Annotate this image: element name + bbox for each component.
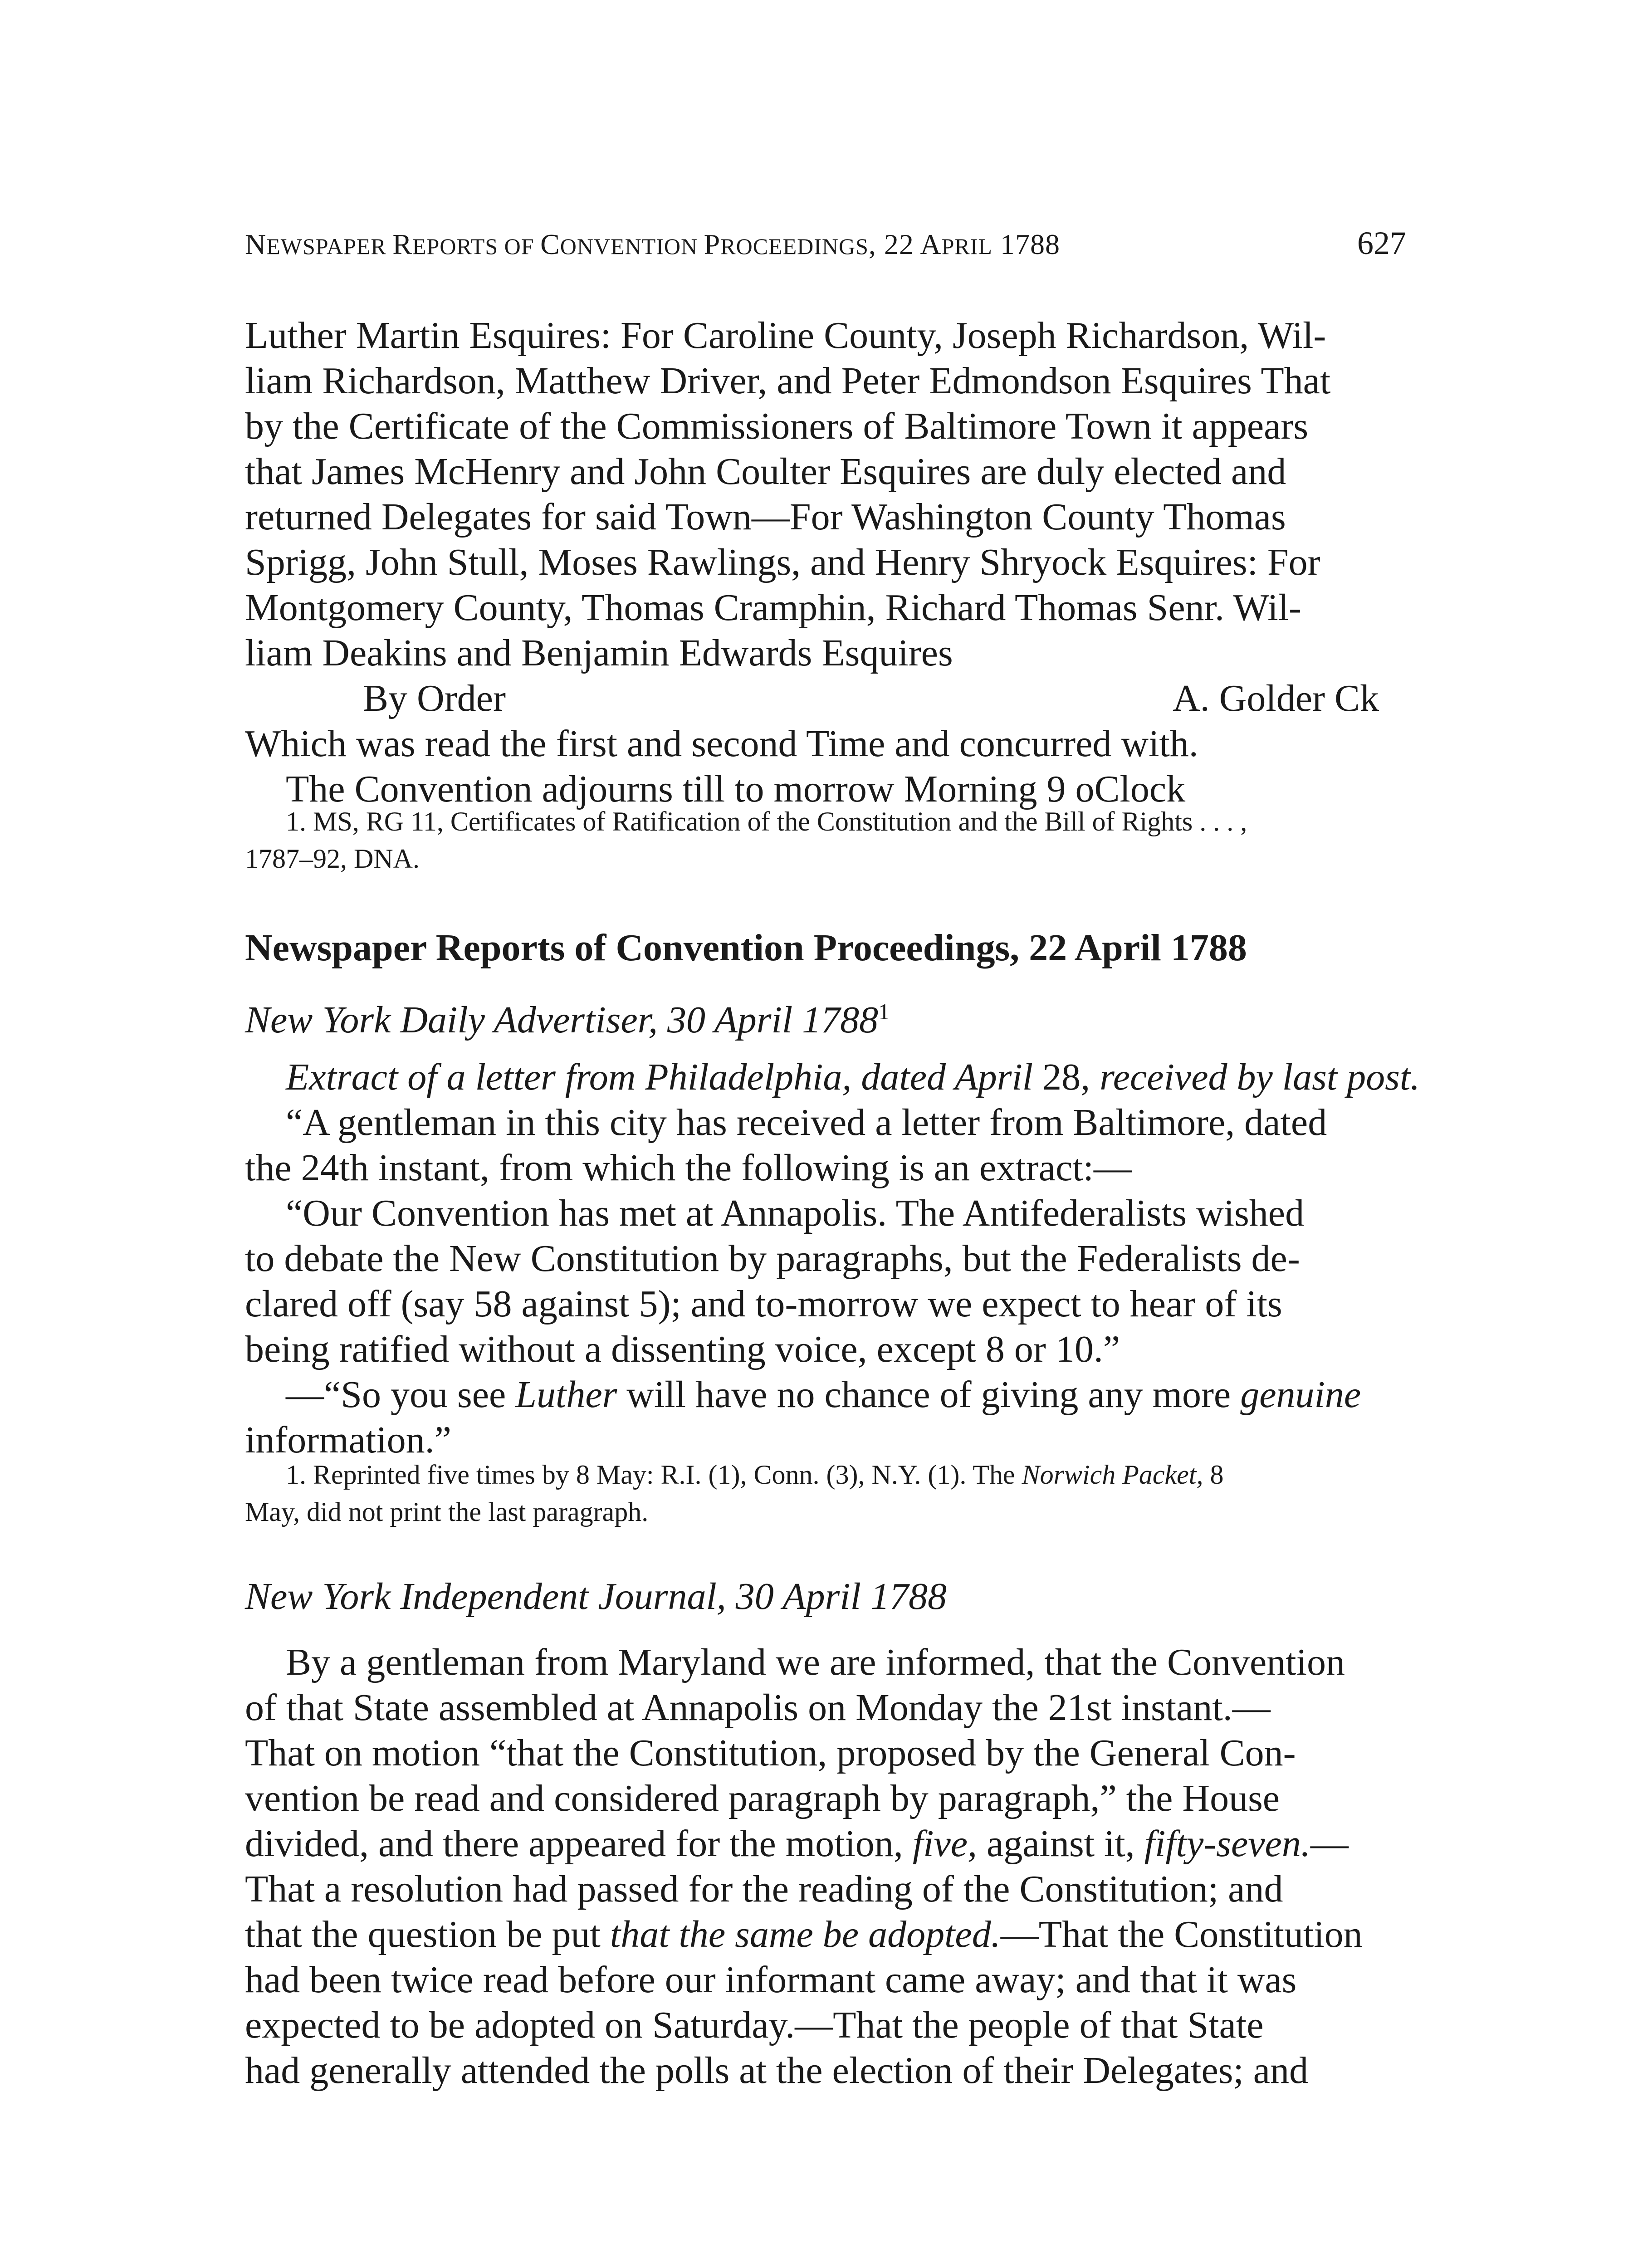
section-title: Newspaper Reports of Convention Proceedings, 22 April 1788 bbox=[245, 927, 1247, 969]
text-line: —“So you see Luther will have no chance of giving any more genuine bbox=[286, 1374, 1361, 1416]
footnote bbox=[245, 803, 1406, 877]
page-number: 627 bbox=[1357, 225, 1406, 261]
text-line: Sprigg, John Stull, Moses Rawlings, and Henry Shryock Esquires: For bbox=[245, 541, 1320, 583]
text-line: That on motion “that the Constitution, proposed by the General Con- bbox=[245, 1732, 1296, 1774]
source-heading: New York Independent Journal, 30 April 1788 bbox=[245, 1575, 947, 1618]
by-order: By Order bbox=[363, 677, 506, 719]
text-line: Which was read the first and second Time and concurred with. bbox=[245, 723, 1198, 765]
text-line: expected to be adopted on Saturday.—That the people of that State bbox=[245, 2004, 1264, 2046]
text-line: that the question be put that the same be adopted.—That the Constitution bbox=[245, 1913, 1363, 1955]
footnote-line: May, did not print the last paragraph. bbox=[245, 1497, 649, 1527]
text-line: By a gentleman from Maryland we are informed, that the Convention bbox=[286, 1641, 1345, 1683]
text-line: had generally attended the polls at the election of their Delegates; and bbox=[245, 2049, 1309, 2092]
text-line: information.” bbox=[245, 1419, 451, 1461]
text-line: Luther Martin Esquires: For Caroline County, Joseph Richardson, Wil- bbox=[245, 314, 1326, 357]
text-line: the 24th instant, from which the following is an extract:— bbox=[245, 1147, 1132, 1189]
text-line: divided, and there appeared for the motion, five, against it, fifty-seven.— bbox=[245, 1823, 1349, 1865]
source-heading: New York Daily Advertiser, 30 April 1788$^1$ bbox=[245, 999, 890, 1041]
text-line: vention be read and considered paragraph by paragraph,” the House bbox=[245, 1777, 1280, 1819]
running-header bbox=[245, 225, 1406, 262]
text-line: Montgomery County, Thomas Cramphin, Richard Thomas Senr. Wil- bbox=[245, 587, 1301, 629]
text-line: to debate the New Constitution by paragraphs, but the Federalists de- bbox=[245, 1237, 1300, 1280]
text-line: returned Delegates for said Town—For Washington County Thomas bbox=[245, 496, 1286, 538]
footnote-line: 1. Reprinted five times by 8 May: R.I. (1), Conn. (3), N.Y. (1). The Norwich Packet, 8 bbox=[286, 1460, 1224, 1490]
text-line: That a resolution had passed for the reading of the Constitution; and bbox=[245, 1868, 1283, 1910]
text-line: had been twice read before our informant came away; and that it was bbox=[245, 1959, 1297, 2001]
signature-line bbox=[245, 676, 1406, 721]
advertiser-extract bbox=[245, 1055, 1420, 1463]
text-line: clared off (say 58 against 5); and to-morrow we expect to hear of its bbox=[245, 1283, 1282, 1325]
text-line: that James McHenry and John Coulter Esquires are duly elected and bbox=[245, 450, 1286, 493]
footnote-line: 1. MS, RG 11, Certificates of Ratification of the Constitution and the Bill of Rights . . . , bbox=[286, 807, 1247, 836]
text-line: of that State assembled at Annapolis on Monday the 21st instant.— bbox=[245, 1686, 1271, 1729]
running-header-title: NEWSPAPER REPORTS OF CONVENTION PROCEEDINGS, 22 APRIL 1788 bbox=[245, 228, 1060, 260]
footnote-ref: 1 bbox=[878, 999, 890, 1024]
extract-heading: Extract of a letter from Philadelphia, dated April 28, received by last post. bbox=[286, 1056, 1420, 1098]
journal-report bbox=[245, 1640, 1406, 2093]
footnote bbox=[245, 1456, 1406, 1530]
text-line: liam Deakins and Benjamin Edwards Esquires bbox=[245, 632, 953, 674]
certificate-paragraph bbox=[245, 313, 1406, 812]
text-line: by the Certificate of the Commissioners of Baltimore Town it appears bbox=[245, 405, 1309, 447]
text-line: liam Richardson, Matthew Driver, and Peter Edmondson Esquires That bbox=[245, 360, 1331, 402]
text-line: The Convention adjourns till to morrow Morning 9 oClock bbox=[286, 768, 1186, 810]
clerk-signature: A. Golder Ck bbox=[1173, 677, 1379, 719]
text-line: “A gentleman in this city has received a letter from Baltimore, dated bbox=[286, 1101, 1327, 1144]
text-line: “Our Convention has met at Annapolis. The Antifederalists wished bbox=[286, 1192, 1305, 1234]
text-line: being ratified without a dissenting voice, except 8 or 10.” bbox=[245, 1328, 1120, 1370]
footnote-line: 1787–92, DNA. bbox=[245, 844, 420, 874]
